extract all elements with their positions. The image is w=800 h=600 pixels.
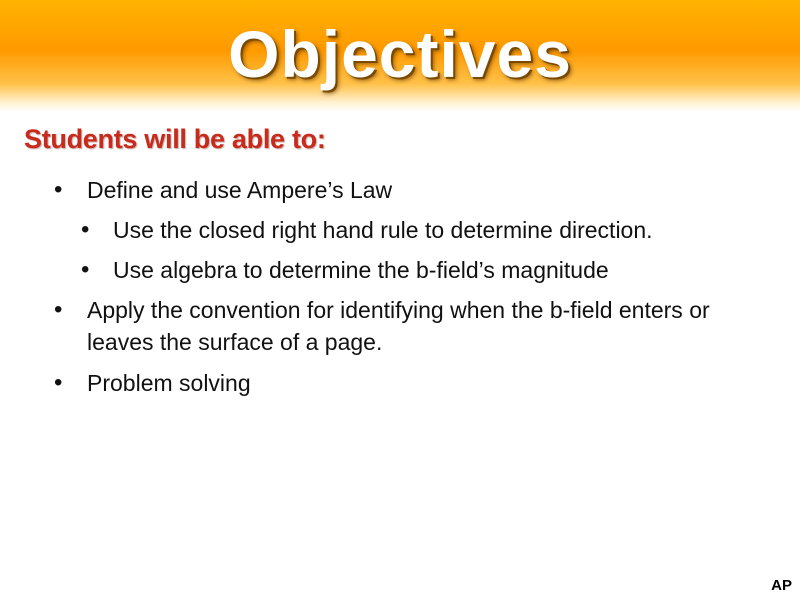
bullet-item xyxy=(54,294,777,358)
sub-bullet-item xyxy=(81,254,773,286)
bullet-item xyxy=(54,367,777,399)
slide-subtitle: Students will be able to: xyxy=(24,124,326,154)
bullet-text: Problem solving xyxy=(87,370,251,396)
bullet-dot-icon: • xyxy=(81,256,90,283)
bullet-dot-icon: • xyxy=(81,216,90,243)
bullet-dot-icon: • xyxy=(54,369,63,396)
bullet-text: Use the closed right hand rule to determine direction. xyxy=(113,217,653,243)
bullet-item xyxy=(54,174,777,206)
bullet-dot-icon: • xyxy=(54,296,63,323)
bullet-text: Define and use Ampere’s Law xyxy=(87,177,393,203)
bullet-text: Use algebra to determine the b-field’s magnitude xyxy=(113,257,609,283)
bullet-text: Apply the convention for identifying when the b-field enters or leaves the surface of a page. xyxy=(87,297,710,355)
slide-title: Objectives xyxy=(228,17,572,91)
footer-label: AP xyxy=(771,577,792,594)
bullet-dot-icon: • xyxy=(54,176,63,203)
sub-bullet-item xyxy=(81,214,773,246)
